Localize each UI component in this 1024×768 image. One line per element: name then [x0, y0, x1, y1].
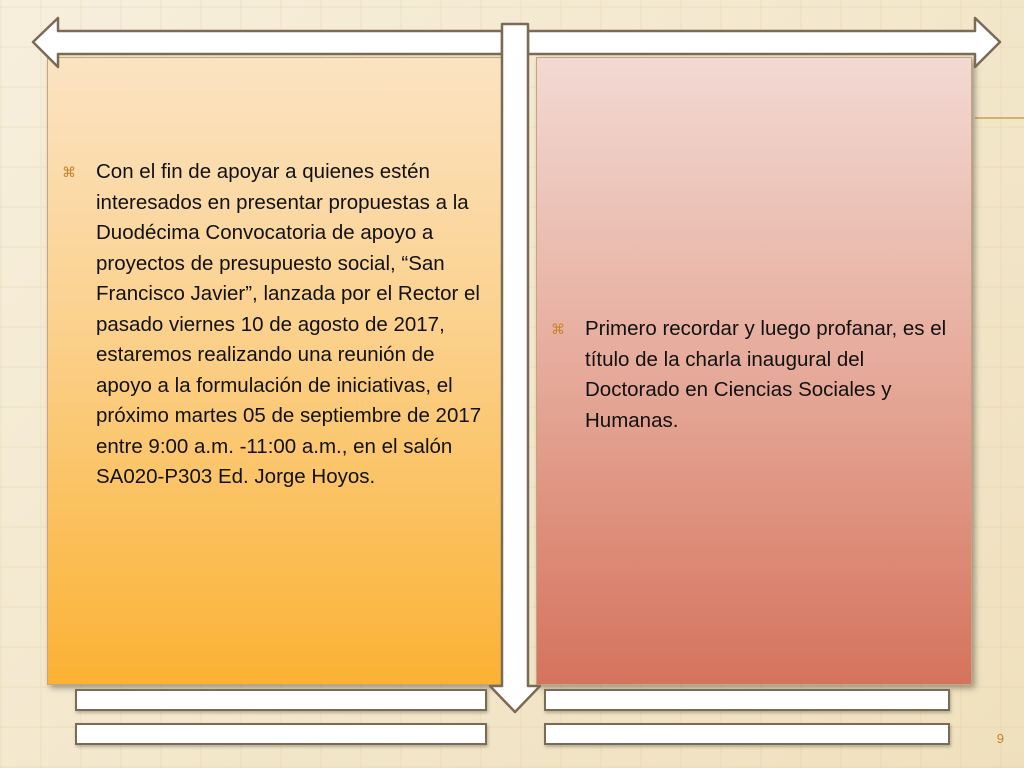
- bottom-slot-left-2: [75, 723, 487, 745]
- right-bullet-item: [551, 314, 961, 436]
- bottom-slot-right-1: [544, 689, 950, 711]
- right-bullet-text: Primero recordar y luego profanar, es el título de la charla inaugural del Doctorado en Ciencias Sociales y Humanas.: [585, 317, 947, 432]
- cross-bullet-icon: ⌘: [551, 321, 565, 337]
- left-arrow-icon: [33, 18, 502, 67]
- bottom-slot-right-2: [544, 723, 950, 745]
- cross-bullet-icon: ⌘: [62, 164, 76, 180]
- left-bullet-text: Con el fin de apoyar a quienes estén interesados en presentar propuestas a la Duodécima Convocatoria de apoyo a proyectos de presupuesto social, “San Francisco Javier”, lanzada por el Rector el pasado viernes 10 de agosto de 2017, estaremos realizando una reunión de apoyo a la formulación de iniciativas, el próximo martes 05 de septiembre de 2017 entre 9:00 a.m. -11:00 a.m., en el salón SA020-P303 Ed. Jorge Hoyos.: [96, 160, 482, 488]
- left-bullet-item: [62, 157, 494, 493]
- right-arrow-icon: [528, 18, 1000, 67]
- down-arrow-icon: [490, 24, 540, 712]
- bottom-slot-left-1: [75, 689, 487, 711]
- page-number: 9: [996, 731, 1004, 746]
